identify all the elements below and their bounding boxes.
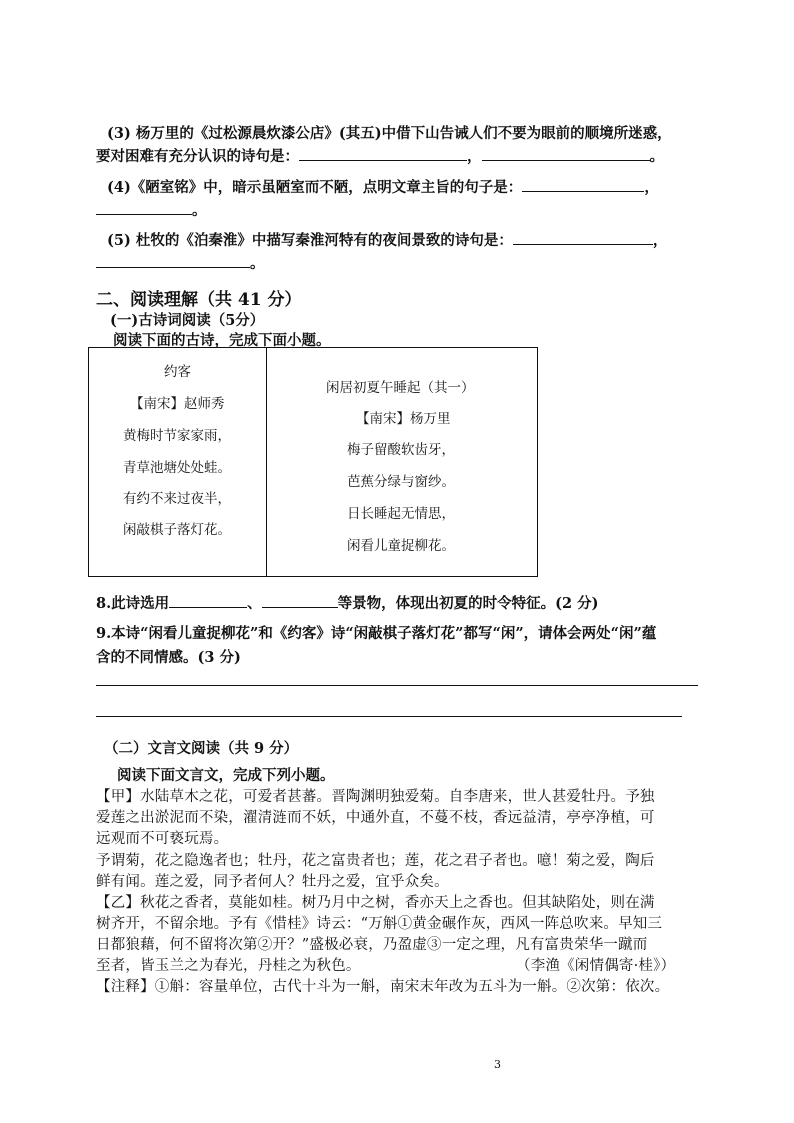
answer-line[interactable] [96, 685, 698, 686]
poem-left-line: 闲敲棋子落灯花。 [123, 522, 231, 538]
section-2-title: 二、阅读理解（共 41 分） [96, 290, 302, 310]
subsection-1-title: (一)古诗词阅读（5分） [110, 312, 265, 329]
answer-blank[interactable] [522, 177, 644, 192]
question-4-text: (4)《陋室铭》中，暗示虽陋室而不陋，点明文章主旨的句子是： [107, 179, 523, 196]
answer-blank[interactable] [169, 593, 247, 608]
passage-jia-line: 予谓菊，花之隐逸者也；牡丹，花之富贵者也；莲，花之君子者也。噫！菊之爱，陶后 [96, 853, 655, 869]
passage-yi-line: 至者，皆玉兰之为春光，丹桂之为秋色。 [96, 958, 361, 974]
passage-jia-line: 鲜有闻。莲之爱，同予者何人？牡丹之爱，宜乎众矣。 [96, 874, 449, 890]
poem-right-line: 闲看儿童捉柳花。 [347, 538, 455, 554]
poem-right-title: 闲居初夏午睡起（其一） [326, 380, 475, 396]
poem-left-line: 有约不来过夜半， [123, 491, 231, 507]
poem-right-author: 【南宋】杨万里 [356, 411, 451, 427]
subsection-2-title: （二）文言文阅读（共 9 分） [104, 740, 299, 757]
subsection-1-instruction: 阅读下面的古诗，完成下面小题。 [113, 332, 331, 349]
poem-right-line: 梅子留酸软齿牙， [347, 442, 455, 458]
answer-blank[interactable] [96, 200, 192, 215]
question-4-line1 [107, 176, 659, 197]
poem-left-title: 约客 [164, 364, 191, 380]
answer-blank[interactable] [299, 146, 467, 161]
passage-jia-line: 【甲】水陆草木之花，可爱者甚蕃。晋陶渊明独爱菊。自李唐来，世人甚爱牡丹。予独 [96, 789, 655, 805]
question-3-prefix: 要对困难有充分认识的诗句是： [96, 148, 299, 165]
passage-yi-line: 【乙】秋花之香者，莫能如桂。树乃月中之树，香亦天上之香也。但其缺陷处，则在满 [96, 895, 655, 911]
question-3-end: 。 [649, 148, 664, 165]
answer-blank[interactable] [96, 253, 250, 268]
passage-yi-source: （李渔《闲情偶寄·桂》） [516, 958, 676, 974]
poem-left-author: 【南宋】赵师秀 [130, 396, 225, 412]
question-5-text: (5) 杜牧的《泊秦淮》中描写秦淮河特有的夜间景致的诗句是： [107, 232, 513, 249]
question-4-end: 。 [192, 202, 207, 219]
question-9-line1: 9.本诗“闲看儿童捉柳花”和《约客》诗“闲敲棋子落灯花”都写“闲”，请体会两处“闲”蕴 [96, 625, 657, 642]
answer-blank[interactable] [262, 593, 338, 608]
question-5-end: 。 [250, 255, 265, 272]
answer-blank[interactable] [513, 230, 653, 245]
poem-left-line: 青草池塘处处蛙。 [123, 460, 231, 476]
question-4-sep: ， [644, 179, 659, 196]
passage-yi-line: 日都狼藉，何不留将次第②开？”盛极必衰，乃盈虚③一定之理，凡有富贵荣华一蹴而 [96, 937, 648, 953]
subsection-2-instruction: 阅读下面文言文，完成下列小题。 [117, 767, 335, 784]
passage-yi-line: 树齐开，不留余地。予有《惜桂》诗云：“万斛①黄金碾作灰，西风一阵总吹来。早知三 [96, 916, 663, 932]
question-8-prefix: 8.此诗选用 [96, 595, 170, 612]
poem-left-line: 黄梅时节家家雨， [123, 428, 231, 444]
answer-line[interactable] [96, 716, 682, 717]
question-8 [96, 592, 599, 613]
question-8-suffix: 等景物，体现出初夏的时令特征。(2 分) [337, 595, 599, 612]
question-5-line1 [107, 229, 667, 250]
question-9-line2: 含的不同情感。(3 分) [96, 649, 241, 666]
page-number: 3 [494, 1058, 501, 1071]
question-5-line2 [96, 252, 265, 273]
question-3-line1: (3) 杨万里的《过松源晨炊漆公店》(其五)中借下山告诫人们不要为眼前的顺境所迷惑， [107, 125, 672, 142]
poem-table-divider [266, 347, 267, 577]
passage-note: 【注释】①斛：容量单位，古代十斗为一斛，南宋末年改为五斗为一斛。②次第：依次。 [96, 979, 670, 995]
question-3-sep: ， [467, 148, 482, 165]
question-4-line2 [96, 199, 207, 220]
poem-right-line: 日长睡起无情思， [347, 506, 455, 522]
passage-jia-line: 爱莲之出淤泥而不染，濯清涟而不妖，中通外直，不蔓不枝，香远益清，亭亭净植，可 [96, 810, 655, 826]
question-8-mid: 、 [247, 595, 262, 612]
question-5-sep: ， [652, 232, 668, 249]
poem-right-line: 芭蕉分绿与窗纱。 [347, 474, 455, 490]
question-3-line2 [96, 145, 664, 166]
answer-blank[interactable] [482, 146, 650, 161]
passage-jia-line: 远观而不可亵玩焉。 [96, 831, 229, 847]
